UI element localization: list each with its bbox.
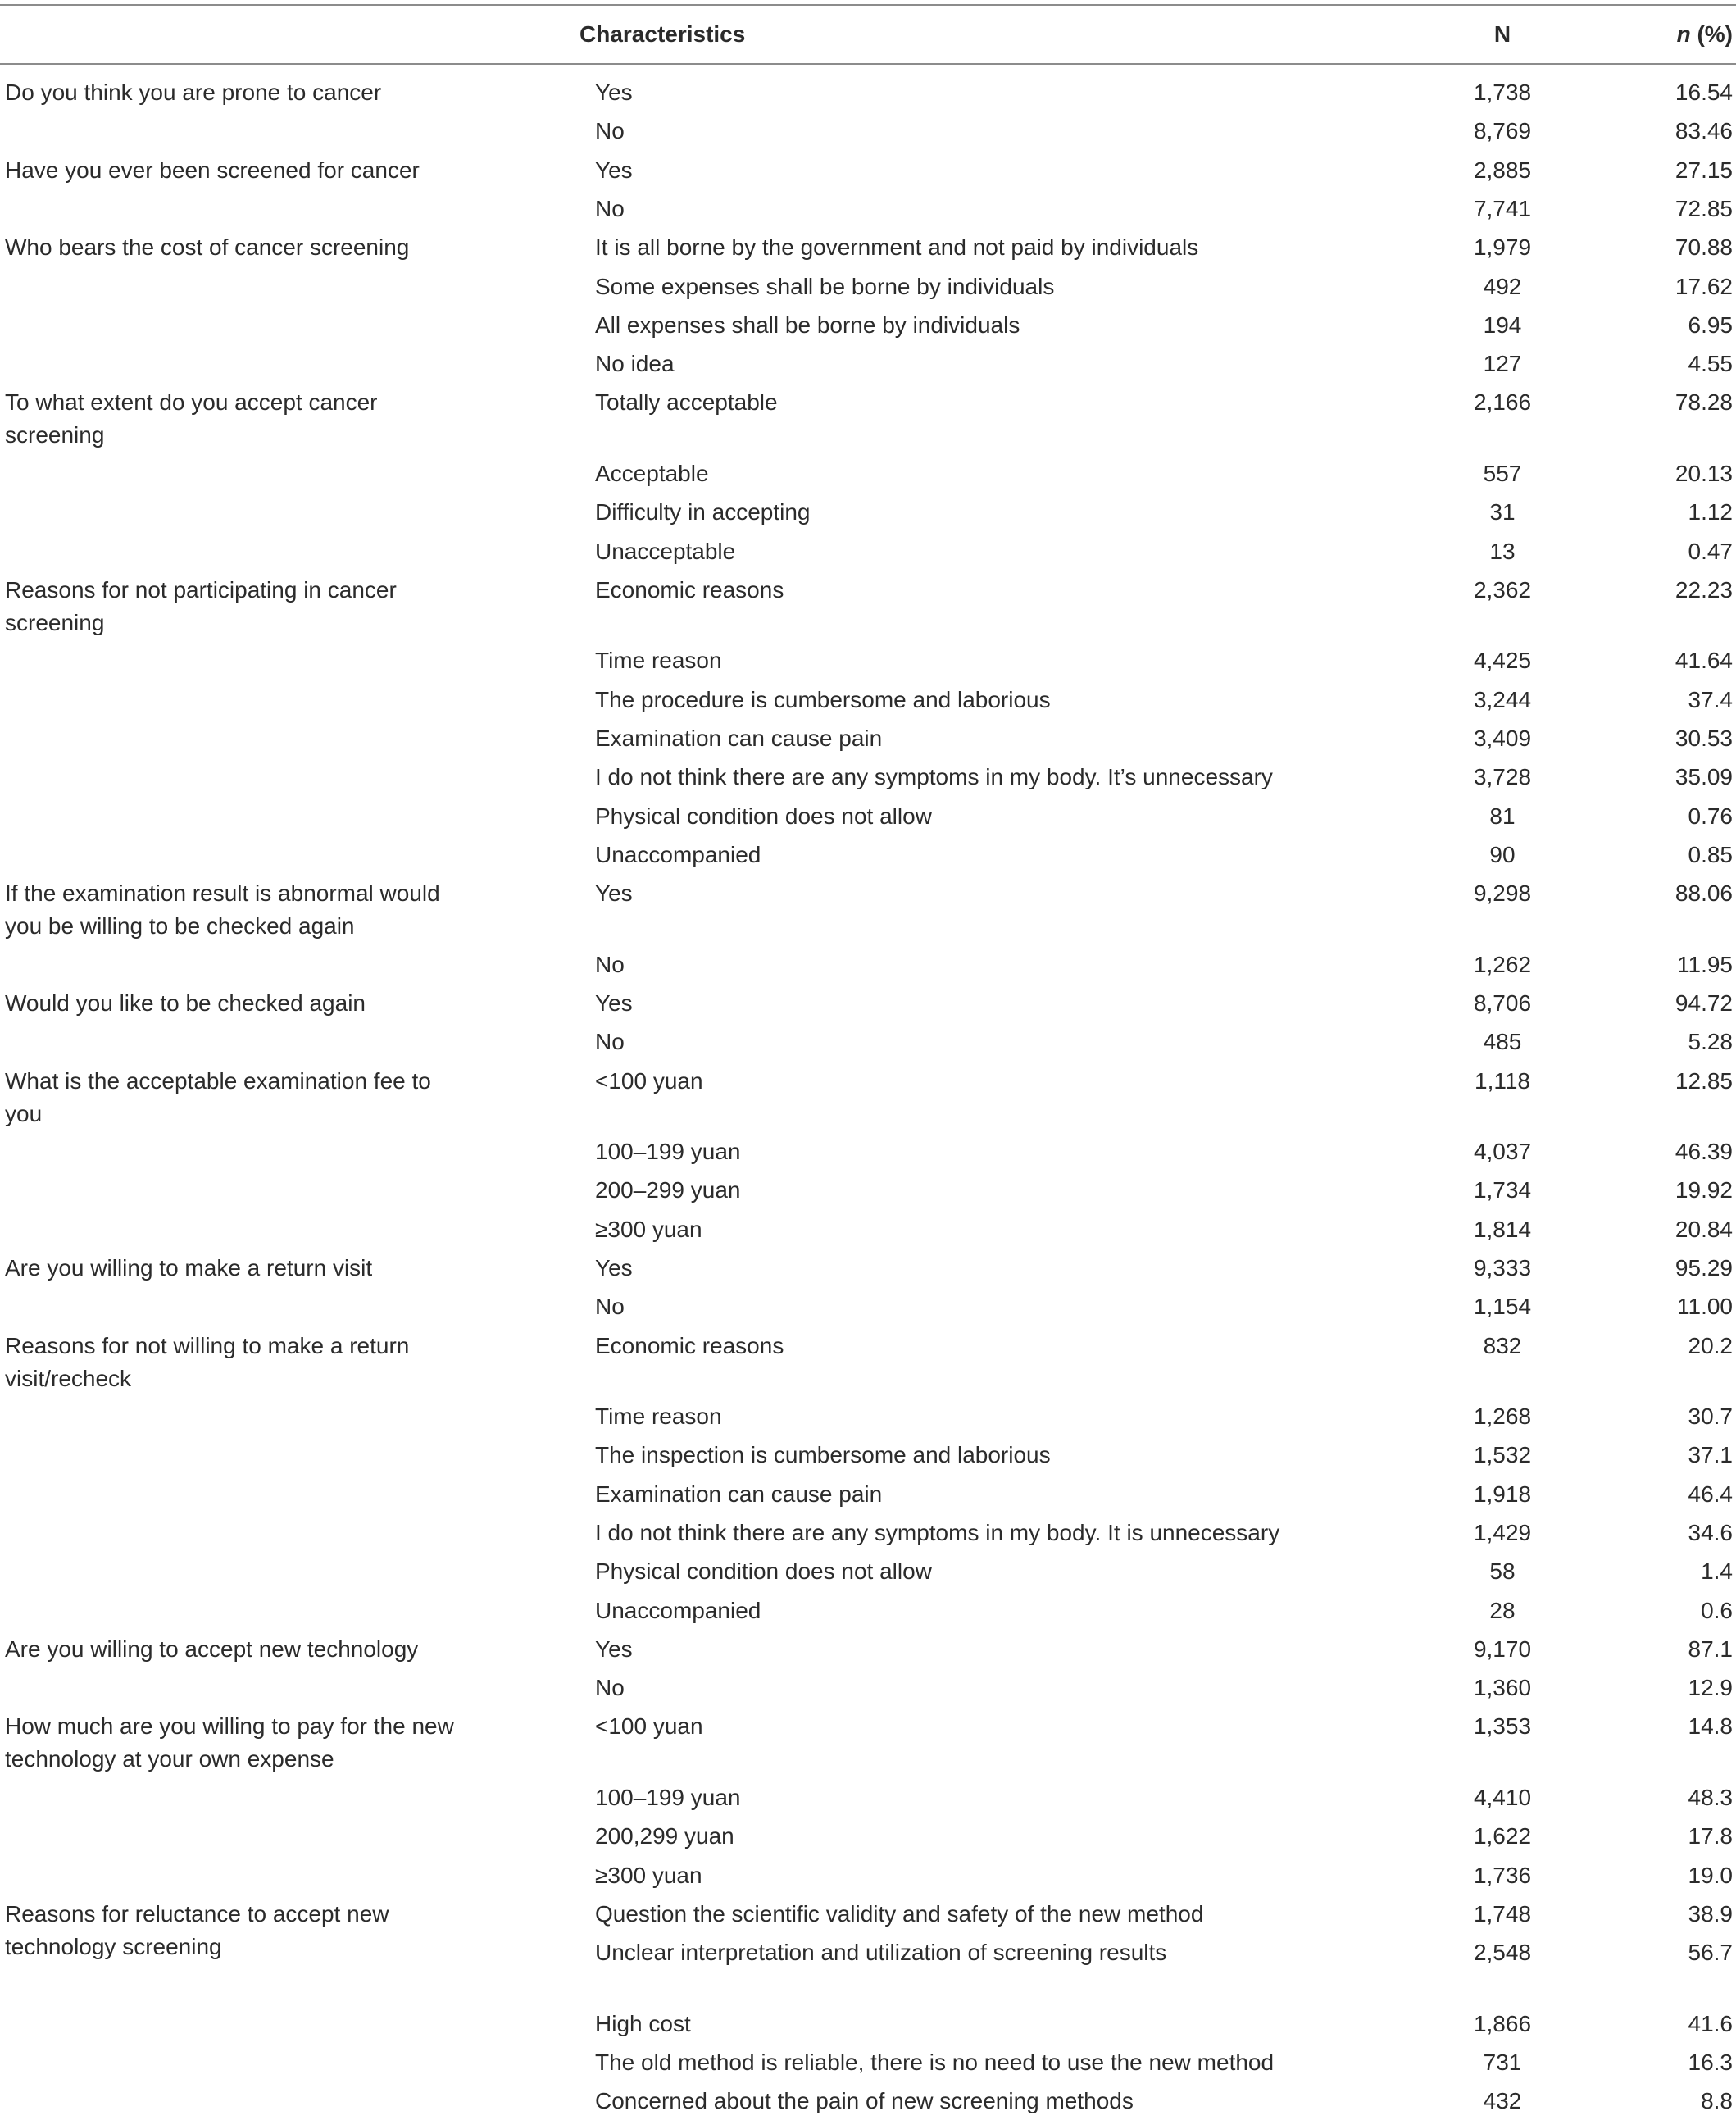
row-option: The old method is reliable, there is no need to use the new method	[595, 2049, 1275, 2075]
row-option: No	[595, 118, 625, 144]
row-n: 432	[1483, 2088, 1522, 2114]
row-percent: 88.06	[1675, 880, 1733, 907]
row-option: No	[595, 951, 625, 977]
row-n: 3,244	[1473, 686, 1532, 712]
row-n: 1,738	[1473, 80, 1532, 105]
row-percent: 72.85	[1675, 195, 1733, 221]
row-option: Time reason	[595, 648, 722, 674]
row-n: 8,706	[1473, 989, 1532, 1016]
row-percent: 16.3	[1688, 2049, 1733, 2075]
row-percent: 20.13	[1675, 460, 1733, 486]
header-percent-n: n	[1676, 21, 1691, 47]
row-n: 9,333	[1473, 1254, 1532, 1281]
row-question: Reasons for reluctance to accept new technology screening	[5, 1900, 389, 1959]
row-question: Who bears the cost of cancer screening	[5, 234, 410, 261]
row-n: 127	[1483, 351, 1522, 377]
row-n: 1,429	[1473, 1519, 1532, 1545]
row-percent: 19.0	[1688, 1862, 1733, 1888]
row-percent: 8.8	[1701, 2088, 1733, 2114]
row-n: 1,532	[1473, 1442, 1532, 1468]
row-option: Economic reasons	[595, 1332, 784, 1358]
row-option: No	[595, 1029, 625, 1055]
row-percent: 1.4	[1701, 1558, 1733, 1585]
row-option: Time reason	[595, 1403, 722, 1429]
row-n: 1,353	[1473, 1713, 1532, 1740]
row-option: 100–199 yuan	[595, 1784, 741, 1810]
header-percent-suffix: (%)	[1690, 21, 1733, 47]
header-percent	[1677, 16, 1733, 52]
row-n: 1,118	[1475, 1067, 1530, 1094]
row-option: Yes	[595, 880, 633, 907]
row-n: 1,979	[1473, 234, 1532, 261]
row-percent: 30.53	[1675, 725, 1733, 751]
row-n: 28	[1489, 1597, 1516, 1623]
row-n: 4,425	[1473, 648, 1532, 674]
row-percent: 34.6	[1688, 1519, 1733, 1545]
row-n: 832	[1483, 1332, 1522, 1358]
row-n: 1,736	[1473, 1862, 1532, 1888]
row-option: 100–199 yuan	[595, 1139, 741, 1164]
row-option: Unaccompanied	[595, 841, 761, 867]
row-option: The procedure is cumbersome and laborious	[595, 686, 1051, 712]
row-n: 13	[1489, 538, 1516, 564]
row-option: Yes	[595, 157, 633, 183]
row-percent: 41.6	[1688, 2010, 1733, 2036]
row-option: Yes	[595, 1254, 633, 1281]
row-option: Physical condition does not allow	[595, 1558, 932, 1585]
row-option: Economic reasons	[595, 576, 784, 603]
row-option: Acceptable	[595, 460, 709, 486]
row-n: 1,748	[1473, 1900, 1532, 1927]
row-percent: 4.55	[1688, 351, 1733, 377]
row-n: 1,622	[1473, 1823, 1532, 1849]
row-option: All expenses shall be borne by individuals	[595, 312, 1020, 338]
row-percent: 48.3	[1688, 1784, 1733, 1810]
row-percent: 11.00	[1677, 1294, 1733, 1320]
row-question: If the examination result is abnormal would you be willing to be checked again	[5, 880, 440, 939]
row-option: <100 yuan	[595, 1713, 703, 1740]
row-n: 4,410	[1473, 1784, 1532, 1810]
row-n: 3,409	[1473, 725, 1532, 751]
row-question: How much are you willing to pay for the new technology at your own expense	[5, 1713, 454, 1772]
row-n: 1,814	[1473, 1216, 1532, 1242]
row-n: 8,769	[1473, 118, 1532, 144]
row-option: I do not think there are any symptoms in my body. It’s unnecessary	[595, 764, 1273, 790]
row-option: ≥300 yuan	[595, 1216, 702, 1242]
row-percent: 46.4	[1688, 1481, 1733, 1507]
row-percent: 95.29	[1675, 1254, 1733, 1281]
row-percent: 5.28	[1688, 1029, 1733, 1055]
row-option: No	[595, 1294, 625, 1320]
row-option: Yes	[595, 989, 633, 1016]
row-option: The inspection is cumbersome and laborious	[595, 1442, 1051, 1468]
row-n: 90	[1489, 841, 1516, 867]
row-n: 4,037	[1473, 1139, 1532, 1164]
row-question: What is the acceptable examination fee to you	[5, 1067, 431, 1126]
row-question: Would you like to be checked again	[5, 989, 366, 1016]
row-option: Examination can cause pain	[595, 725, 883, 751]
row-percent: 27.15	[1675, 157, 1733, 183]
row-option: 200,299 yuan	[595, 1823, 734, 1849]
table-header-rule	[0, 63, 1736, 65]
row-question: Do you think you are prone to cancer	[5, 80, 382, 105]
row-n: 557	[1483, 460, 1522, 486]
row-percent: 38.9	[1688, 1900, 1733, 1927]
row-n: 1,154	[1473, 1294, 1532, 1320]
row-percent: 70.88	[1675, 234, 1733, 261]
row-n: 731	[1483, 2049, 1522, 2075]
row-percent: 0.47	[1688, 538, 1733, 564]
row-percent: 41.64	[1675, 648, 1733, 674]
row-percent: 12.85	[1675, 1067, 1733, 1094]
row-option: Question the scientific validity and safety of the new method	[595, 1900, 1204, 1927]
row-percent: 11.95	[1677, 951, 1733, 977]
row-n: 81	[1489, 803, 1516, 829]
row-n: 58	[1489, 1558, 1516, 1585]
row-n: 1,866	[1473, 2010, 1532, 2036]
row-n: 9,170	[1473, 1635, 1532, 1662]
table-top-rule	[0, 4, 1736, 6]
row-percent: 6.95	[1688, 312, 1733, 338]
row-percent: 22.23	[1675, 576, 1733, 603]
row-option: Some expenses shall be borne by individuals	[595, 273, 1055, 299]
row-option: I do not think there are any symptoms in my body. It is unnecessary	[595, 1519, 1280, 1545]
row-percent: 78.28	[1675, 389, 1733, 416]
row-percent: 30.7	[1688, 1403, 1733, 1429]
row-option: Concerned about the pain of new screening methods	[595, 2088, 1134, 2114]
row-option: Yes	[595, 1635, 633, 1662]
row-n: 194	[1483, 312, 1522, 338]
row-option: Yes	[595, 80, 633, 105]
row-option: Examination can cause pain	[595, 1481, 883, 1507]
row-n: 7,741	[1473, 195, 1532, 221]
row-option: It is all borne by the government and not paid by individuals	[595, 234, 1199, 261]
row-question: Reasons for not willing to make a return visit/recheck	[5, 1332, 410, 1391]
row-percent: 46.39	[1675, 1139, 1733, 1164]
header-characteristics: Characteristics	[579, 21, 746, 47]
row-option: ≥300 yuan	[595, 1862, 702, 1888]
row-percent: 14.8	[1688, 1713, 1733, 1740]
row-percent: 20.2	[1688, 1332, 1733, 1358]
row-n: 1,360	[1473, 1675, 1532, 1701]
row-n: 1,268	[1473, 1403, 1532, 1429]
row-percent: 1.12	[1688, 499, 1733, 525]
row-question: To what extent do you accept cancer screening	[5, 389, 378, 448]
row-question: Have you ever been screened for cancer	[5, 157, 420, 183]
row-option: Unclear interpretation and utilization of screening results	[595, 1940, 1167, 1966]
row-n: 1,734	[1473, 1177, 1532, 1203]
row-option: 200–299 yuan	[595, 1177, 741, 1203]
row-n: 492	[1483, 273, 1522, 299]
row-percent: 37.4	[1688, 686, 1733, 712]
row-percent: 56.7	[1688, 1940, 1733, 1966]
row-percent: 12.9	[1688, 1675, 1733, 1701]
row-option: Unaccompanied	[595, 1597, 761, 1623]
row-n: 1,918	[1473, 1481, 1532, 1507]
row-percent: 0.76	[1688, 803, 1733, 829]
row-n: 2,166	[1473, 389, 1532, 416]
row-percent: 83.46	[1675, 118, 1733, 144]
row-option: Unacceptable	[595, 538, 736, 564]
row-percent: 20.84	[1675, 1216, 1733, 1242]
row-option: No	[595, 195, 625, 221]
row-n: 1,262	[1473, 951, 1532, 977]
row-n: 2,362	[1473, 576, 1532, 603]
row-option: Totally acceptable	[595, 389, 778, 416]
row-percent: 94.72	[1675, 989, 1733, 1016]
row-n: 485	[1483, 1029, 1522, 1055]
row-percent: 17.62	[1675, 273, 1733, 299]
row-n: 2,548	[1473, 1940, 1532, 1966]
row-option: Physical condition does not allow	[595, 803, 932, 829]
row-n: 31	[1489, 499, 1516, 525]
row-percent: 17.8	[1688, 1823, 1733, 1849]
row-option: No idea	[595, 351, 675, 377]
row-question: Are you willing to make a return visit	[5, 1254, 373, 1281]
row-percent: 0.6	[1701, 1597, 1733, 1623]
row-question: Reasons for not participating in cancer screening	[5, 576, 397, 635]
row-percent: 16.54	[1675, 80, 1733, 105]
row-n: 2,885	[1473, 157, 1532, 183]
row-n: 9,298	[1473, 880, 1532, 907]
row-option: <100 yuan	[595, 1067, 703, 1094]
row-percent: 19.92	[1675, 1177, 1733, 1203]
row-n: 3,728	[1473, 764, 1532, 790]
row-percent: 87.1	[1688, 1635, 1733, 1662]
row-option: Difficulty in accepting	[595, 499, 811, 525]
row-percent: 0.85	[1688, 841, 1733, 867]
row-question: Are you willing to accept new technology	[5, 1635, 419, 1662]
header-n: N	[1493, 21, 1511, 47]
row-percent: 37.1	[1688, 1442, 1733, 1468]
row-option: No	[595, 1675, 625, 1701]
row-percent: 35.09	[1675, 764, 1733, 790]
row-option: High cost	[595, 2010, 691, 2036]
